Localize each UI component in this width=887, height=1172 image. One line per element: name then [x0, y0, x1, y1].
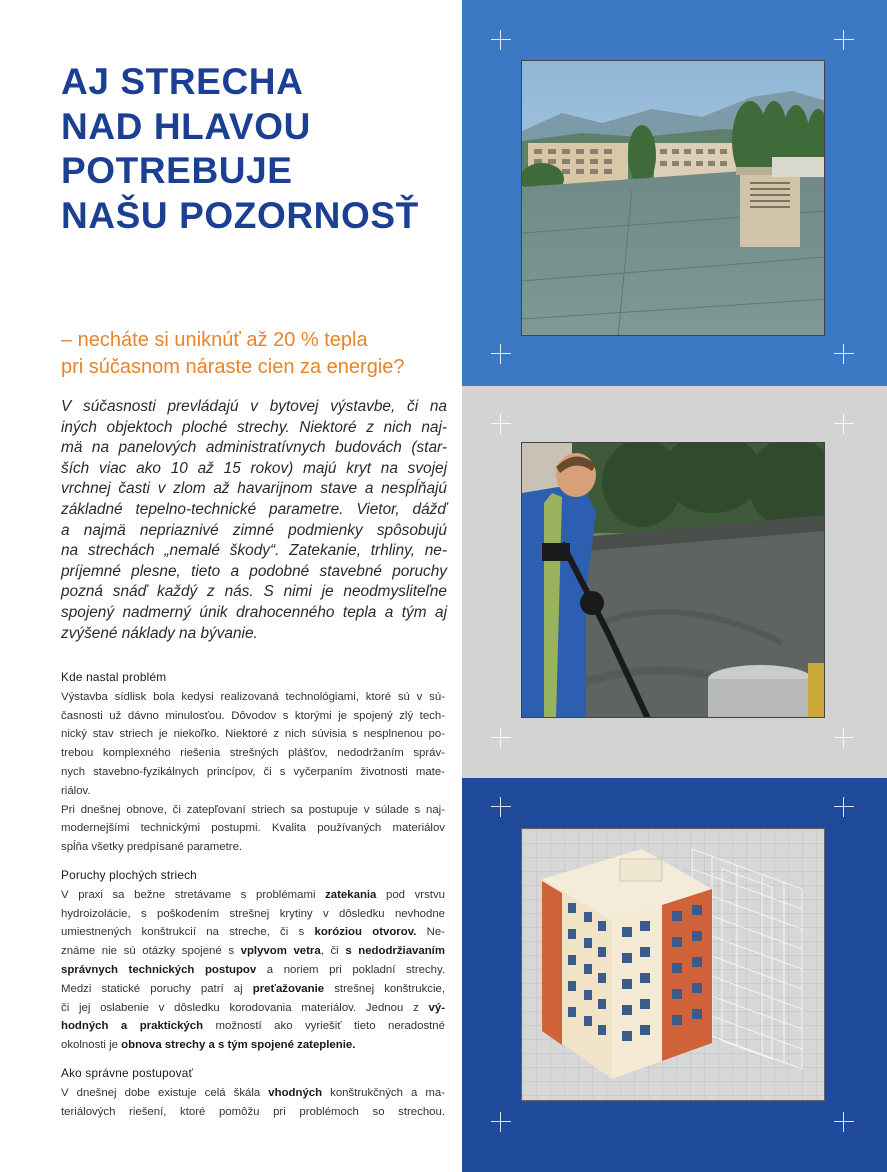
intro-line: na strechách „nemalé škody“. Zatekanie, trhliny, ne- [61, 542, 447, 560]
title-line: POTREBUJE [61, 150, 293, 191]
intro-line: ších viac ako 10 až 15 rokov) majú kryt na svojej [61, 459, 447, 477]
body-line [61, 1084, 445, 1103]
text-run: V praxi sa bežne stretávame s problémami [61, 888, 326, 901]
subtitle-line: – necháte si uniknúť až 20 % tepla [61, 329, 368, 351]
section-heading: Ako správne postupovať [61, 1066, 194, 1080]
registration-mark-icon [834, 797, 854, 817]
emphasis: vplyvom vetra [240, 945, 321, 958]
body-line [61, 1017, 445, 1036]
body-line: teriálových riešení, ktoré pomôžu pri problémoch so strechou. [61, 1105, 445, 1118]
intro-line: V súčasnosti prevládajú v bytovej výstavbe, či na [61, 398, 447, 415]
subtitle [61, 327, 451, 381]
emphasis: s nedodržiavaním [345, 945, 445, 958]
registration-mark-icon [491, 414, 511, 434]
registration-mark-icon [834, 414, 854, 434]
body-line [61, 1036, 445, 1055]
registration-mark-icon [491, 30, 511, 50]
emphasis: zatekania [325, 888, 377, 901]
registration-mark-icon [834, 30, 854, 50]
section-defects [61, 866, 445, 1055]
section-heading: Poruchy plochých striech [61, 868, 197, 882]
body-line [61, 980, 445, 999]
text-run: konštrukčných a ma- [322, 1086, 445, 1099]
intro-line: zvýšené náklady na bývanie. [61, 624, 258, 642]
emphasis: správnych technických postupov [61, 963, 257, 976]
body-line [61, 923, 445, 942]
body-line [61, 942, 445, 961]
body-line: nych stavebno-fyzikálnych princípov, či s vyčerpaním životnosti mate- [61, 765, 445, 778]
flat-roof-photo [521, 60, 825, 336]
body-line: hydroizolácie, s poškodením strešnej krytiny v dôsledku nevhodne [61, 907, 445, 920]
body-line [61, 886, 445, 905]
intro-line: a najmä nepriaznivé zimné podmienky spôsobujú [61, 521, 447, 539]
emphasis: obnova strechy a s tým spojené zateplenie. [121, 1039, 356, 1052]
body-line: modernejšími technickými postupmi. Kvalita používaných materiálov [61, 822, 445, 835]
subtitle-line: pri súčasnom náraste cien za energie? [61, 356, 405, 378]
text-run: známe nie sú otázky spojené s [61, 945, 241, 958]
title-line: AJ STRECHA [61, 61, 304, 102]
emphasis: vhodných [268, 1086, 323, 1099]
body-line: nický stav striech je niekoľko. Niektoré z nich súvisia s nesplnenou po- [61, 728, 445, 741]
roofer-worker-photo [521, 442, 825, 718]
intro-line: príjemné plesne, tieto a podobné stavebné poruchy [61, 562, 447, 580]
registration-mark-icon [491, 797, 511, 817]
text-run: okolnosti je [61, 1039, 122, 1052]
emphasis: hodných a praktických [61, 1020, 204, 1033]
body-line [61, 999, 445, 1018]
body-line: Výstavba sídlisk bola kedysi realizovaná technológiami, ktoré sú v sú- [61, 690, 445, 703]
registration-mark-icon [834, 344, 854, 364]
text-run: strešnej konštrukcie, [324, 982, 445, 995]
body-line: trebou komplexného riešenia strešných plášťov, nedodržaním správ- [61, 747, 445, 760]
page-title [61, 60, 451, 238]
intro-line: iných objektoch ploché strechy. Niektoré z nich naj- [61, 418, 447, 436]
registration-mark-icon [491, 344, 511, 364]
registration-mark-icon [834, 1112, 854, 1132]
text-run: možností ako vyriešiť tieto neradostné [203, 1020, 445, 1033]
section-approach [61, 1064, 445, 1121]
body-line: spĺňa všetky predpísané parametre. [61, 841, 243, 854]
registration-mark-icon [491, 728, 511, 748]
intro-line: mä na panelových administratívnych budovách (star- [61, 439, 447, 457]
title-line: NAD HLAVOU [61, 105, 311, 147]
title-line: NAŠU POZORNOSŤ [61, 194, 419, 236]
text-run: Ne- [416, 926, 445, 939]
text-run: Medzi statické poruchy patrí aj [61, 982, 253, 995]
text-run: V dnešnej dobe existuje celá škála [61, 1086, 269, 1099]
registration-mark-icon [491, 1112, 511, 1132]
section-heading: Kde nastal problém [61, 670, 167, 684]
text-run: a noriem pri pokladní strechy. [256, 963, 446, 976]
emphasis: koróziou otvorov. [314, 926, 417, 939]
building-model-render [521, 828, 825, 1101]
intro-paragraph [61, 397, 447, 644]
body-line: riálov. [61, 784, 91, 797]
intro-line: základné tepelno-technické parametre. Vietor, dážď [61, 500, 447, 518]
text-run: umiestnených konštrukcií na streche, či s [61, 926, 315, 939]
registration-mark-icon [834, 728, 854, 748]
section-problem [61, 668, 445, 857]
body-line: časnosti už dávno minulosťou. Dôvodov s ktorými je spojený zlý tech- [61, 709, 445, 722]
body-line: Pri dnešnej obnove, či zatepľovaní striech sa postupuje v súlade s naj- [61, 803, 445, 816]
emphasis: preťažovanie [252, 982, 325, 995]
text-run: , či [320, 945, 346, 958]
intro-line: spojený nadmerný únik drahocenného tepla a tým aj [61, 603, 447, 621]
intro-line: pozná snáď každý z nás. S nimi je neodmysliteľne [61, 583, 447, 601]
intro-line: vrchnej časti v zlom až havarijnom stave a nespĺňajú [61, 480, 447, 498]
emphasis: vý- [428, 1001, 445, 1014]
body-line [61, 961, 445, 980]
text-run: pod vrstvu [376, 888, 445, 901]
text-run: či jej oslabenie v dôsledku korodovania materiálov. Jednou z [61, 1001, 429, 1014]
